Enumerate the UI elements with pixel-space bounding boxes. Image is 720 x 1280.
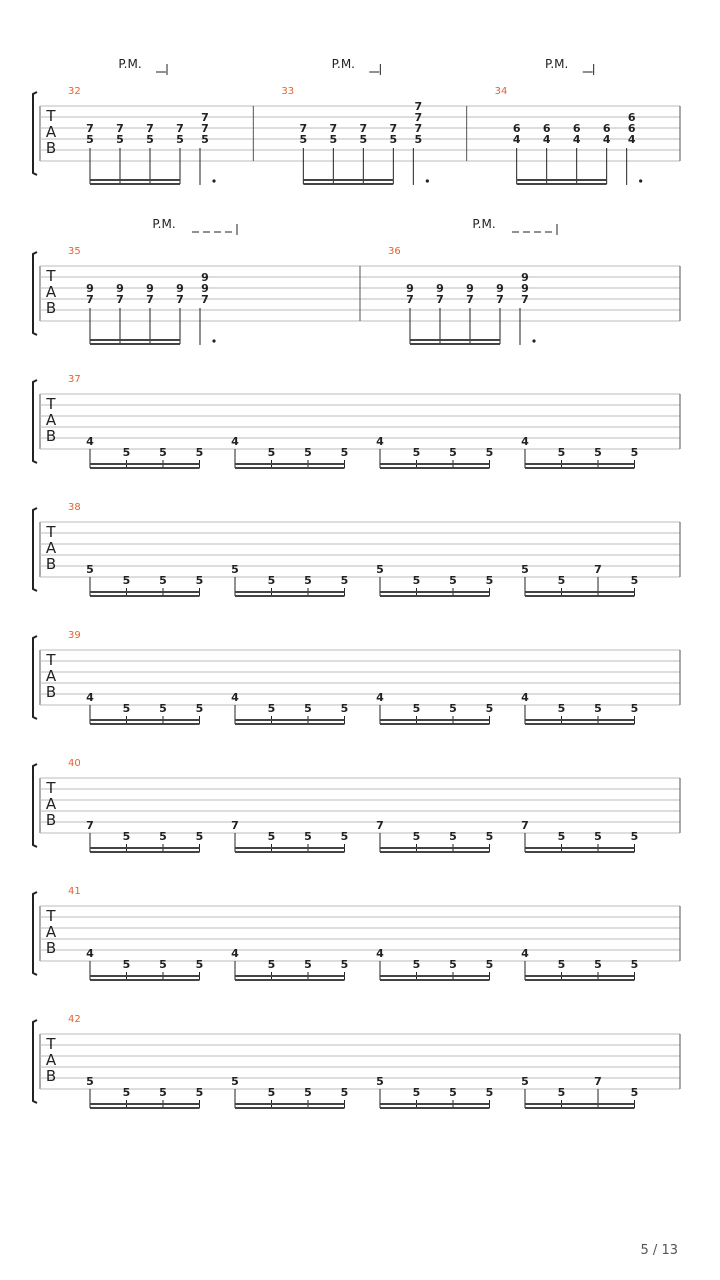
tab-clef-letter: B [45, 811, 57, 829]
fret-number: 7 [329, 122, 338, 135]
fret-number: 5 [594, 830, 602, 843]
fret-number: 5 [267, 446, 276, 459]
fret-number: 5 [195, 574, 204, 587]
fret-number: 5 [630, 574, 639, 587]
fret-number: 5 [267, 702, 276, 715]
tab-clef-letter: A [45, 923, 57, 941]
fret-number: 5 [267, 574, 276, 587]
fret-number: 5 [122, 1086, 131, 1099]
fret-number: 7 [414, 122, 423, 135]
tab-system [33, 886, 680, 980]
fret-number: 7 [201, 122, 209, 135]
fret-number: 7 [176, 122, 184, 135]
measure-number: 41 [68, 886, 81, 897]
fret-number: 9 [146, 282, 154, 295]
tab-clef-letter: B [45, 427, 57, 445]
fret-number: 5 [594, 702, 602, 715]
fret-number: 7 [414, 111, 423, 124]
fret-number: 5 [116, 133, 124, 146]
fret-number: 5 [329, 133, 338, 146]
fret-number: 7 [86, 819, 94, 832]
fret-number: 7 [86, 293, 94, 306]
system-bracket [33, 636, 37, 719]
fret-number: 5 [485, 1086, 494, 1099]
fret-number: 5 [630, 958, 639, 971]
fret-number: 5 [231, 1075, 239, 1088]
fret-number: 7 [521, 293, 529, 306]
dot [532, 339, 535, 342]
fret-number: 7 [594, 1075, 602, 1088]
fret-number: 9 [466, 282, 474, 295]
fret-number: 6 [602, 122, 611, 135]
dot [212, 339, 215, 342]
tab-clef-letter: T [46, 267, 56, 285]
system-bracket [33, 380, 37, 463]
palm-mute-label: P.M. [152, 217, 176, 231]
fret-number: 5 [340, 446, 349, 459]
fret-number: 5 [159, 958, 167, 971]
system-bracket [33, 92, 37, 175]
fret-number: 5 [195, 958, 204, 971]
fret-number: 5 [449, 446, 457, 459]
fret-number: 5 [86, 1075, 94, 1088]
measure-number: 39 [68, 630, 81, 641]
fret-number: 4 [86, 435, 94, 448]
fret-number: 5 [557, 446, 566, 459]
fret-number: 5 [557, 958, 566, 971]
fret-number: 4 [572, 133, 581, 146]
fret-number: 5 [231, 563, 239, 576]
fret-number: 7 [86, 122, 94, 135]
palm-mute-label: P.M. [331, 57, 356, 71]
measure-number: 33 [281, 86, 295, 97]
system-bracket [33, 508, 37, 591]
tab-system [33, 630, 680, 724]
fret-number: 5 [521, 563, 529, 576]
fret-number: 5 [86, 133, 94, 146]
fret-number: 5 [594, 958, 602, 971]
fret-number: 7 [496, 293, 504, 306]
fret-number: 6 [542, 122, 551, 135]
tab-clef-letter: A [45, 283, 57, 301]
fret-number: 7 [389, 122, 398, 135]
fret-number: 9 [521, 282, 529, 295]
measure-number: 36 [388, 246, 401, 257]
fret-number: 9 [201, 271, 209, 284]
fret-number: 5 [304, 958, 312, 971]
fret-number: 5 [449, 1086, 457, 1099]
fret-number: 4 [627, 133, 636, 146]
tab-clef-letter: B [45, 683, 57, 701]
fret-number: 5 [485, 830, 494, 843]
fret-number: 7 [594, 563, 602, 576]
fret-number: 7 [466, 293, 474, 306]
fret-number: 6 [512, 122, 521, 135]
fret-number: 4 [512, 133, 521, 146]
tab-system [33, 758, 680, 852]
fret-number: 5 [304, 574, 312, 587]
fret-number: 5 [122, 702, 131, 715]
fret-number: 5 [122, 830, 131, 843]
tab-clef-letter: B [45, 939, 57, 957]
tab-clef-letter: A [45, 795, 57, 813]
tab-clef-letter: A [45, 667, 57, 685]
fret-number: 5 [630, 446, 639, 459]
fret-number: 7 [414, 100, 423, 113]
fret-number: 7 [436, 293, 444, 306]
fret-number: 5 [304, 830, 312, 843]
fret-number: 7 [299, 122, 308, 135]
fret-number: 5 [195, 702, 204, 715]
fret-number: 9 [86, 282, 94, 295]
fret-number: 5 [389, 133, 398, 146]
fret-number: 9 [201, 282, 209, 295]
fret-number: 7 [521, 819, 529, 832]
tab-system [33, 57, 680, 185]
tab-clef-letter: T [46, 651, 56, 669]
tab-clef-letter: T [46, 395, 56, 413]
fret-number: 5 [304, 702, 312, 715]
fret-number: 5 [340, 958, 349, 971]
system-bracket [33, 892, 37, 975]
tab-clef-letter: T [46, 779, 56, 797]
fret-number: 4 [521, 435, 529, 448]
tab-clef-letter: A [45, 411, 57, 429]
palm-mute-label: P.M. [472, 217, 496, 231]
fret-number: 7 [176, 293, 184, 306]
fret-number: 5 [412, 830, 421, 843]
tab-clef-letter: B [45, 299, 57, 317]
fret-number: 6 [572, 122, 581, 135]
measure-number: 42 [68, 1014, 81, 1025]
fret-number: 5 [122, 446, 131, 459]
tab-system [33, 1014, 680, 1108]
fret-number: 5 [340, 830, 349, 843]
fret-number: 5 [195, 446, 204, 459]
fret-number: 7 [231, 819, 239, 832]
fret-number: 7 [116, 122, 124, 135]
tab-clef-letter: A [45, 539, 57, 557]
fret-number: 5 [414, 133, 423, 146]
fret-number: 7 [359, 122, 368, 135]
fret-number: 5 [521, 1075, 529, 1088]
fret-number: 5 [159, 446, 167, 459]
fret-number: 4 [231, 947, 239, 960]
tab-clef-letter: B [45, 1067, 57, 1085]
fret-number: 4 [521, 947, 529, 960]
palm-mute-label: P.M. [118, 57, 142, 71]
dot [212, 179, 215, 182]
fret-number: 4 [86, 947, 94, 960]
fret-number: 7 [376, 819, 384, 832]
fret-number: 5 [159, 830, 167, 843]
system-bracket [33, 764, 37, 847]
dot [639, 179, 642, 182]
fret-number: 5 [412, 1086, 421, 1099]
fret-number: 5 [122, 574, 131, 587]
fret-number: 5 [359, 133, 368, 146]
fret-number: 5 [449, 958, 457, 971]
fret-number: 4 [521, 691, 529, 704]
fret-number: 5 [122, 958, 131, 971]
fret-number: 4 [376, 691, 384, 704]
fret-number: 5 [299, 133, 308, 146]
fret-number: 4 [376, 435, 384, 448]
fret-number: 5 [630, 830, 639, 843]
tab-system [33, 502, 680, 596]
fret-number: 5 [86, 563, 94, 576]
fret-number: 5 [267, 830, 276, 843]
tab-clef-letter: A [45, 123, 57, 141]
fret-number: 4 [376, 947, 384, 960]
fret-number: 4 [231, 691, 239, 704]
fret-number: 6 [627, 122, 636, 135]
fret-number: 5 [557, 702, 566, 715]
fret-number: 5 [340, 702, 349, 715]
fret-number: 5 [267, 958, 276, 971]
measure-number: 40 [68, 758, 81, 769]
tab-system [33, 217, 680, 345]
fret-number: 9 [521, 271, 529, 284]
fret-number: 5 [485, 446, 494, 459]
tab-clef-letter: B [45, 139, 57, 157]
fret-number: 5 [340, 1086, 349, 1099]
fret-number: 5 [630, 702, 639, 715]
fret-number: 7 [201, 111, 209, 124]
tab-clef-letter: T [46, 907, 56, 925]
tab-clef-letter: B [45, 555, 57, 573]
measure-number: 35 [68, 246, 81, 257]
fret-number: 5 [195, 830, 204, 843]
fret-number: 5 [159, 574, 167, 587]
fret-number: 5 [201, 133, 209, 146]
fret-number: 5 [485, 702, 494, 715]
fret-number: 5 [449, 574, 457, 587]
fret-number: 5 [412, 702, 421, 715]
fret-number: 5 [412, 574, 421, 587]
fret-number: 5 [195, 1086, 204, 1099]
fret-number: 5 [176, 133, 184, 146]
tab-clef-letter: T [46, 107, 56, 125]
fret-number: 5 [304, 446, 312, 459]
fret-number: 4 [86, 691, 94, 704]
fret-number: 9 [176, 282, 184, 295]
tab-system [33, 374, 680, 468]
tab-clef-letter: A [45, 1051, 57, 1069]
fret-number: 7 [146, 293, 154, 306]
fret-number: 5 [159, 1086, 167, 1099]
measure-number: 34 [494, 86, 508, 97]
fret-number: 4 [231, 435, 239, 448]
fret-number: 5 [412, 958, 421, 971]
fret-number: 9 [496, 282, 504, 295]
fret-number: 7 [116, 293, 124, 306]
fret-number: 9 [116, 282, 124, 295]
fret-number: 5 [485, 574, 494, 587]
fret-number: 5 [376, 563, 384, 576]
fret-number: 4 [602, 133, 611, 146]
fret-number: 5 [594, 446, 602, 459]
fret-number: 5 [449, 830, 457, 843]
fret-number: 5 [485, 958, 494, 971]
fret-number: 4 [542, 133, 551, 146]
fret-number: 7 [201, 293, 209, 306]
fret-number: 5 [376, 1075, 384, 1088]
system-bracket [33, 1020, 37, 1103]
fret-number: 5 [557, 1086, 566, 1099]
fret-number: 6 [627, 111, 636, 124]
dot [426, 179, 429, 182]
measure-number: 37 [68, 374, 81, 385]
fret-number: 5 [557, 574, 566, 587]
fret-number: 7 [146, 122, 154, 135]
fret-number: 5 [159, 702, 167, 715]
fret-number: 9 [406, 282, 414, 295]
fret-number: 5 [304, 1086, 312, 1099]
fret-number: 9 [436, 282, 444, 295]
measure-number: 38 [68, 502, 81, 513]
fret-number: 5 [267, 1086, 276, 1099]
fret-number: 5 [630, 1086, 639, 1099]
fret-number: 5 [557, 830, 566, 843]
tab-clef-letter: T [46, 523, 56, 541]
fret-number: 7 [406, 293, 414, 306]
fret-number: 5 [146, 133, 154, 146]
page-indicator: 5 / 13 [640, 1243, 678, 1258]
fret-number: 5 [412, 446, 421, 459]
system-bracket [33, 252, 37, 335]
palm-mute-label: P.M. [544, 57, 569, 71]
tab-clef-letter: T [46, 1035, 56, 1053]
measure-number: 32 [68, 86, 81, 97]
fret-number: 5 [340, 574, 349, 587]
fret-number: 5 [449, 702, 457, 715]
